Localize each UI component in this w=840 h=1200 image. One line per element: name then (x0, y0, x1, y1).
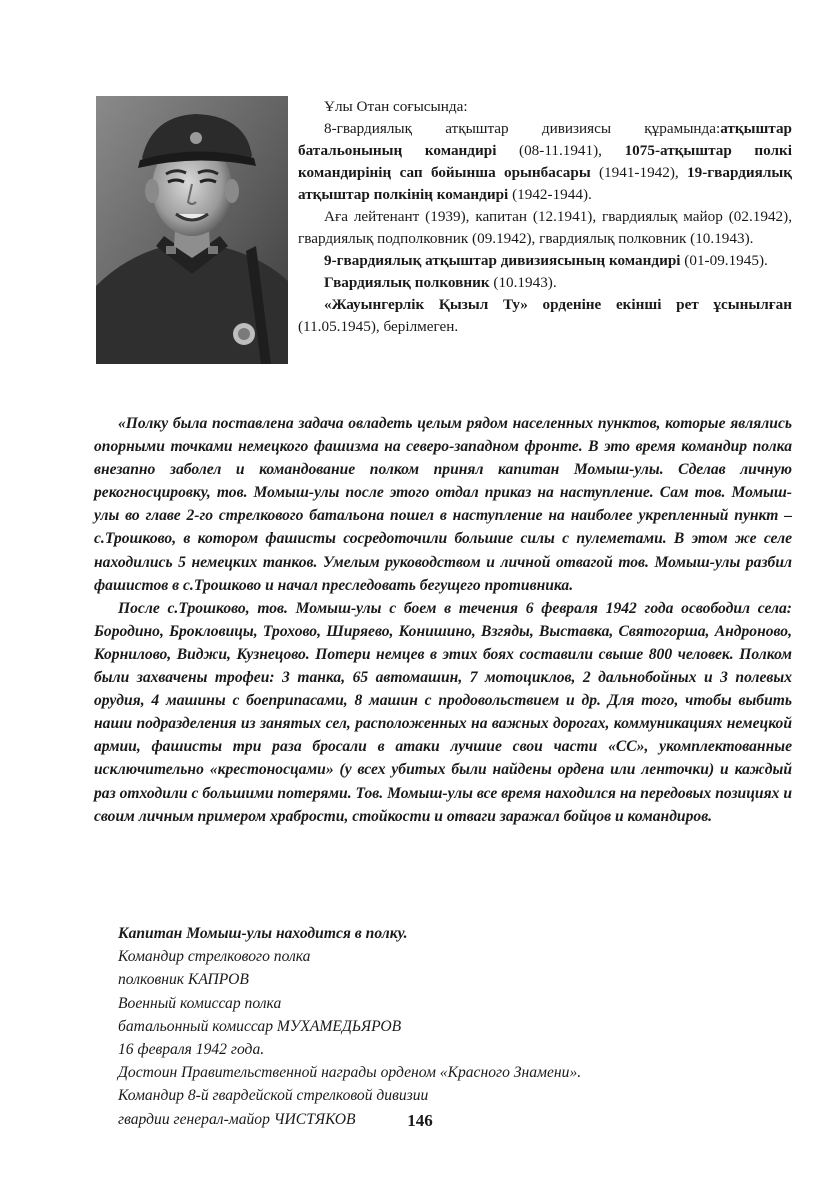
signature-line: Капитан Момыш-улы находится в полку. (118, 925, 408, 942)
citation-paragraph-2: После с.Трошково, тов. Момыш-улы с боем в течения 6 февраля 1942 года освободил села: Бородино, Брокловицы, Трохово, Ширяево, Конишино, Взгяды, Выставка, Святогорша, Андроново, Корнилово, Виджи, Кузнецово. Потери немцев в этих боях составили свыше 800 человек. Полком были захвачены трофеи: 3 танка, 65 автомашин, 7 мотоциклов, 2 дальнобойных и 3 полевых орудия, 4 машины с боеприпасами, 8 машин с продовольствием и др. Для того, чтобы выбить наши подразделения из занятых сел, расположенных на важных дорогах, коммуникациях немецкой армии, фашисты три раза бросали в атаки лучшие свои части «СС», укомплектованные исключительно «крестоносцами» (у всех убитых были найдены ордена или ленточки) и каждый раз отходили с большими потерями. Тов. Момыш-улы все время находился на передовых позициях и своим личным примером храбрости, стойкости и отваги заражал бойцов и командиров. (94, 599, 792, 825)
portrait-photo (96, 96, 288, 364)
signature-line: полковник КАПРОВ (118, 971, 249, 989)
bio-text: (11.05.1945), берілмеген. (298, 318, 459, 335)
award-citation (94, 412, 792, 828)
bio-ranks: Аға лейтенант (1939), капитан (12.1941), гвардиялық майор (02.1942), гвардиялық подполковник (09.1942), гвардиялық полковник (10.1943). (298, 208, 792, 247)
biography-block (298, 96, 792, 338)
signature-block (118, 922, 792, 1131)
signature-line: Военный комиссар полка (118, 994, 282, 1012)
signature-line: Достоин Правительственной награды орденом «Красного Знамени». (118, 1064, 582, 1082)
signature-line: Командир 8-й гвардейской стрелковой дивизии (118, 1087, 429, 1105)
page-number: 146 (407, 1111, 433, 1130)
bio-award-nomination (298, 294, 792, 338)
bio-text: (10.1943). (489, 274, 557, 291)
signature-line: Командир стрелкового полка (118, 948, 311, 966)
citation-paragraph-1: «Полку была поставлена задача овладеть целым рядом населенных пунктов, которые являлись опорными точками немецкого фашизма на северо-западном фронте. В это время командир полка внезапно заболел и командование полком принял капитан Момыш-улы. Сделав личную рекогносцировку, тов. Момыш-улы после этого отдал приказ на наступление. Сам тов. Момыш-улы во главе 2-го стрелкового батальона пошел в наступление на наиболее укрепленный пункт – с.Трошково, в котором фашисты сосредоточили большие силы с пулеметами. В этом же селе находились 5 немецких танков. Умелым руководством и личной отвагой тов. Момыш-улы разбил фашистов в с.Трошково и начал преследовать бегущего противника. (94, 415, 792, 594)
bio-text: 8-гвардиялық атқыштар дивизиясы құрамында: (324, 120, 721, 137)
bio-heading: Ұлы Отан соғысында: (324, 98, 468, 115)
bio-bold-text: «Жауынгерлік Қызыл Ту» орденіне екінші рет ұсынылған (324, 296, 792, 313)
bio-division-command (298, 250, 792, 272)
bio-bold-text: 19-гвардиялық атқыштар полкінің командирі (298, 164, 792, 203)
signature-date: 16 февраля 1942 года. (118, 1041, 265, 1059)
bio-bold-text: 9-гвардиялық атқыштар дивизиясының командирі (324, 252, 681, 269)
signature-line: гвардии генерал-майор ЧИСТЯКОВ (118, 1110, 356, 1128)
bio-rank-colonel (298, 272, 792, 294)
bio-text: (1941-1942), (590, 164, 688, 181)
portrait-illustration (96, 96, 288, 364)
bio-text: (01-09.1945). (680, 252, 768, 269)
bio-bold-text: 1075-атқыштар полкі командирінің сап бойынша орынбасары (298, 142, 792, 181)
bio-bold-text: Гвардиялық полковник (324, 274, 490, 291)
bio-text: (1942-1944). (508, 186, 592, 203)
bio-bold-text: атқыштар батальонының командирі (298, 120, 792, 159)
signature-line: батальонный комиссар МУХАМЕДЬЯРОВ (118, 1017, 402, 1035)
bio-division-service (298, 118, 792, 206)
bio-text: (08-11.1941), (496, 142, 625, 159)
